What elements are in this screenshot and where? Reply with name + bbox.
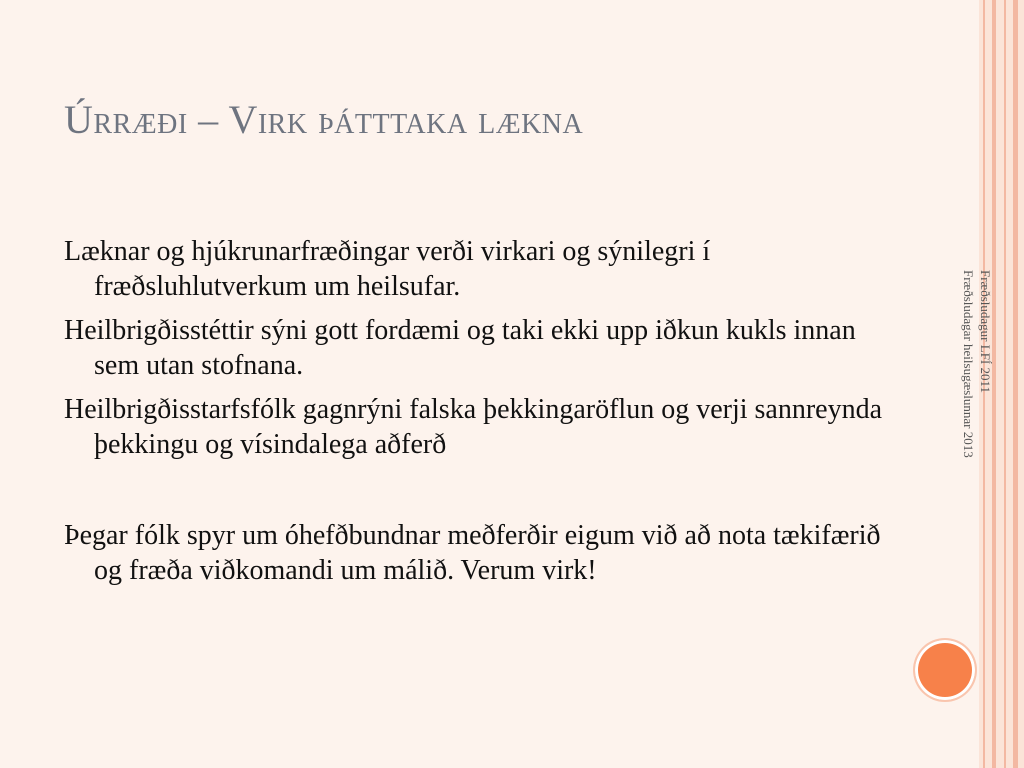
body-paragraph-3: Heilbrigðisstarfsfólk gagnrýni falska þekkingaröflun og verji sannreynda þekkingu og vísindalega aðferð (64, 394, 883, 460)
stripe-line (1004, 0, 1006, 768)
footer-note-line-1: Fræðsludagur LFÍ 2011 (978, 270, 993, 394)
body-paragraph-1: Læknar og hjúkrunarfræðingar verði virkari og sýnilegri í fræðsluhlutverkum um heilsufar. (64, 236, 711, 302)
decorative-circle (915, 640, 975, 700)
body-paragraph-4: Þegar fólk spyr um óhefðbundnar meðferðir eigum við að nota tækifærið og fræða viðkomandi um málið. Verum virk! (64, 520, 881, 586)
body-paragraph-2: Heilbrigðisstéttir sýni gott fordæmi og taki ekki upp iðkun kukls innan sem utan stofnana. (64, 315, 856, 381)
footer-note-line-2: Fræðsludagar heilsugæslunnar 2013 (961, 270, 976, 458)
slide-title: Úrræði – Virk þátttaka lækna (64, 97, 584, 142)
vertical-footer-note (950, 270, 994, 570)
slide-body (64, 234, 884, 597)
stripe-line (1013, 0, 1018, 768)
